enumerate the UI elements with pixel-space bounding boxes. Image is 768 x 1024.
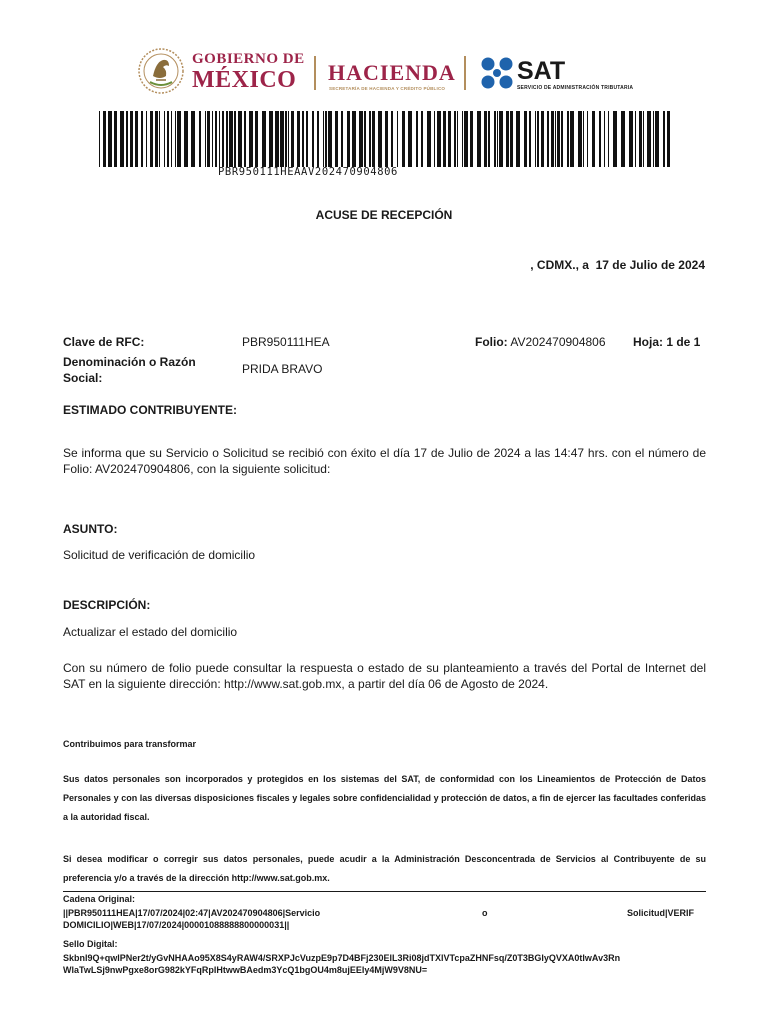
barcode-bar bbox=[103, 111, 106, 167]
barcode-bar bbox=[205, 111, 206, 167]
barcode-bar bbox=[629, 111, 633, 167]
barcode-bar bbox=[599, 111, 601, 167]
barcode-bar bbox=[421, 111, 423, 167]
hacienda-subtitle: SECRETARÍA DE HACIENDA Y CRÉDITO PÚBLICO bbox=[329, 86, 446, 91]
header-divider-2 bbox=[464, 56, 466, 90]
barcode-bar bbox=[184, 111, 188, 167]
barcode-bar bbox=[613, 111, 617, 167]
barcode-bar bbox=[120, 111, 124, 167]
barcode-bar bbox=[391, 111, 393, 167]
barcode-bar bbox=[302, 111, 304, 167]
sat-title: SAT bbox=[517, 57, 566, 85]
barcode-bar bbox=[555, 111, 556, 167]
barcode-bar bbox=[608, 111, 609, 167]
barcode-bar bbox=[229, 111, 233, 167]
barcode-bar bbox=[323, 111, 324, 167]
barcode-bar bbox=[99, 111, 100, 167]
barcode-bar bbox=[643, 111, 644, 167]
barcode-bar bbox=[335, 111, 338, 167]
barcode-bar bbox=[369, 111, 371, 167]
sello-label: Sello Digital: bbox=[63, 939, 118, 949]
barcode-bar bbox=[561, 111, 563, 167]
barcode-bar bbox=[171, 111, 172, 167]
barcode-bar bbox=[529, 111, 531, 167]
barcode-bar bbox=[164, 111, 165, 167]
barcode-bar bbox=[222, 111, 224, 167]
barcode-bar bbox=[587, 111, 588, 167]
barcode-bar bbox=[238, 111, 242, 167]
barcode-bar bbox=[454, 111, 456, 167]
barcode-bar bbox=[328, 111, 332, 167]
asunto-value: Solicitud de verificación de domicilio bbox=[63, 548, 256, 562]
barcode-bar bbox=[288, 111, 289, 167]
cadena-line1-b: o bbox=[482, 908, 488, 918]
barcode-bar bbox=[653, 111, 654, 167]
barcode-bar bbox=[347, 111, 350, 167]
barcode-bar bbox=[510, 111, 513, 167]
barcode-bar bbox=[280, 111, 284, 167]
barcode-bar bbox=[159, 111, 160, 167]
barcode-bar bbox=[592, 111, 595, 167]
barcode-bar bbox=[155, 111, 158, 167]
barcode-bar bbox=[497, 111, 498, 167]
barcode-bar bbox=[219, 111, 220, 167]
place-date: , CDMX., a 17 de Julio de 2024 bbox=[530, 258, 705, 272]
barcode-bar bbox=[262, 111, 266, 167]
cadena-line1-c: Solicitud|VERIF bbox=[626, 908, 694, 918]
barcode-bar bbox=[167, 111, 169, 167]
barcode-bar bbox=[578, 111, 582, 167]
barcode-bar bbox=[317, 111, 319, 167]
privacy-paragraph-2: Si desea modificar o corregir sus datos personales, puede acudir a la Administración Desconcentrada de Servicios al Contribuyente de su preferencia y/o a través de la dirección http://www.sat.gob.mx. bbox=[63, 854, 706, 883]
barcode-bar bbox=[177, 111, 181, 167]
sat-subtitle: SERVICIO DE ADMINISTRACIÓN TRIBUTARIA bbox=[517, 85, 634, 91]
barcode-bar bbox=[275, 111, 279, 167]
barcode-bar bbox=[516, 111, 520, 167]
barcode-bar bbox=[297, 111, 300, 167]
barcode-bar bbox=[470, 111, 473, 167]
barcode-bar bbox=[570, 111, 574, 167]
barcode-bar bbox=[306, 111, 308, 167]
descripcion-value: Actualizar el estado del domicilio bbox=[63, 625, 238, 639]
asunto-label: ASUNTO: bbox=[63, 522, 118, 536]
barcode-bar bbox=[359, 111, 363, 167]
folio-label: Folio: bbox=[475, 335, 508, 349]
gobierno-mexico-logo bbox=[136, 44, 306, 100]
rfc-label: Clave de RFC: bbox=[63, 335, 145, 349]
barcode-bar bbox=[416, 111, 418, 167]
barcode-bar bbox=[462, 111, 463, 167]
barcode-bar bbox=[567, 111, 569, 167]
barcode-bar bbox=[484, 111, 487, 167]
barcode-bar bbox=[427, 111, 431, 167]
intro-paragraph: Se informa que su Servicio o Solicitud se recibió con éxito el día 17 de Julio de 2024 a las 14:47 hrs. con el número de Folio: AV202470904806, con la siguiente solicitud: bbox=[63, 446, 706, 476]
cadena-line1-a: ||PBR950111HEA|17/07/2024|02:47|AV202470904806|Servicio bbox=[63, 908, 321, 918]
barcode-bar bbox=[535, 111, 536, 167]
barcode-bar bbox=[226, 111, 228, 167]
hacienda-title: HACIENDA bbox=[328, 60, 456, 85]
folio-value: AV202470904806 bbox=[510, 335, 606, 349]
footer-divider bbox=[63, 891, 706, 892]
barcode-bar bbox=[135, 111, 138, 167]
barcode-bar bbox=[341, 111, 343, 167]
barcode-bar bbox=[175, 111, 176, 167]
barcode-bar bbox=[402, 111, 405, 167]
barcode-bar bbox=[397, 111, 398, 167]
barcode-text: PBR950111HEAAV202470904806 bbox=[218, 166, 398, 178]
sat-logo bbox=[480, 55, 634, 95]
barcode-bar bbox=[372, 111, 375, 167]
barcode-bar bbox=[269, 111, 273, 167]
barcode-bar bbox=[635, 111, 636, 167]
sello-line1: Skbnl9Q+qwlPNer2t/yGvNHAAo95X8S4yRAW4/SRXPJcVuzpE9p7D4BFj230ElL3Ri08jdTXlVTcpaZHNFsq/Z0T3BGlyQVXA0tlwAv3Rn bbox=[63, 953, 621, 963]
barcode-bar bbox=[464, 111, 468, 167]
barcode-bar bbox=[537, 111, 539, 167]
barcode-bar bbox=[150, 111, 153, 167]
barcode-bar bbox=[663, 111, 665, 167]
barcode-bar bbox=[443, 111, 446, 167]
barcode-bar bbox=[488, 111, 490, 167]
barcode-bar bbox=[352, 111, 356, 167]
barcode-bar bbox=[408, 111, 412, 167]
barcode-bar bbox=[249, 111, 253, 167]
barcode-bar bbox=[255, 111, 258, 167]
rfc-value: PBR950111HEA bbox=[242, 335, 330, 349]
barcode-bar bbox=[312, 111, 314, 167]
gobierno-line2: MÉXICO bbox=[192, 67, 297, 93]
barcode-bar bbox=[583, 111, 584, 167]
document-title: ACUSE DE RECEPCIÓN bbox=[315, 208, 453, 222]
barcode-bar bbox=[325, 111, 327, 167]
barcode-bar bbox=[378, 111, 382, 167]
barcode-bar bbox=[448, 111, 451, 167]
sat-dots-icon bbox=[480, 56, 514, 90]
coat-of-arms-icon bbox=[136, 44, 186, 100]
sello-line2: WlaTwLSj9nwPgxe8orG982kYFqRplHtwwBAedm3YcQ1bgOU4m8ujEEly4MjW9V8NU= bbox=[63, 965, 428, 975]
privacy-paragraph-1: Sus datos personales son incorporados y protegidos en los sistemas del SAT, de conformidad con los Lineamientos de Protección de Datos Personales y con las diversas disposiciones fiscales y legales sobre confidencialidad y protección de datos, a fin de ejercer las facultades conferidas a la autoridad fiscal. bbox=[63, 774, 706, 822]
barcode-bar bbox=[114, 111, 117, 167]
barcode-bar bbox=[141, 111, 143, 167]
barcode-bar bbox=[199, 111, 201, 167]
barcode-bar bbox=[494, 111, 496, 167]
barcode-bar bbox=[244, 111, 246, 167]
razon-value: PRIDA BRAVO bbox=[242, 362, 323, 376]
barcode-bar bbox=[667, 111, 670, 167]
barcode-bar bbox=[385, 111, 388, 167]
barcode-bar bbox=[524, 111, 527, 167]
barcode-bar bbox=[499, 111, 503, 167]
barcode-bar bbox=[557, 111, 560, 167]
slogan: Contribuimos para transformar bbox=[63, 739, 197, 749]
folio-field bbox=[475, 335, 606, 349]
barcode-bar bbox=[541, 111, 544, 167]
cadena-line2: DOMICILIO|WEB|17/07/2024|00001088888800000031|| bbox=[63, 920, 290, 930]
barcode-bar bbox=[146, 111, 147, 167]
barcode-bar bbox=[457, 111, 458, 167]
consulta-paragraph: Con su número de folio puede consultar la respuesta o estado de su planteamiento a través del Portal de Internet del SAT en la siguiente dirección: http://www.sat.gob.mx, a partir del día 06 de Agosto de 2024. bbox=[63, 661, 706, 691]
barcode-bar bbox=[437, 111, 441, 167]
barcode-bar bbox=[130, 111, 133, 167]
barcode-bar bbox=[108, 111, 112, 167]
barcode-bar bbox=[551, 111, 554, 167]
razon-label bbox=[63, 354, 196, 386]
barcode-bar bbox=[126, 111, 128, 167]
barcode-bar bbox=[621, 111, 625, 167]
barcode-bar bbox=[215, 111, 217, 167]
cadena-label: Cadena Original: bbox=[63, 894, 136, 904]
barcode-bar bbox=[506, 111, 509, 167]
barcode-bar bbox=[477, 111, 481, 167]
razon-label-line2: Social: bbox=[63, 371, 103, 385]
barcode-bar bbox=[434, 111, 435, 167]
razon-label-line1: Denominación o Razón bbox=[63, 355, 196, 369]
barcode-bar bbox=[191, 111, 195, 167]
gobierno-line1: GOBIERNO DE bbox=[192, 51, 305, 67]
descripcion-label: DESCRIPCIÓN: bbox=[63, 598, 151, 612]
header-divider bbox=[314, 56, 316, 90]
greeting: ESTIMADO CONTRIBUYENTE: bbox=[63, 403, 237, 417]
barcode-bar bbox=[207, 111, 210, 167]
barcode-bar bbox=[364, 111, 366, 167]
hoja: Hoja: 1 de 1 bbox=[633, 335, 701, 349]
barcode-bar bbox=[647, 111, 651, 167]
barcode-bar bbox=[639, 111, 642, 167]
barcode-bar bbox=[285, 111, 287, 167]
barcode-bar bbox=[212, 111, 213, 167]
barcode-bar bbox=[234, 111, 236, 167]
barcode-bar bbox=[291, 111, 294, 167]
barcode-bar bbox=[604, 111, 605, 167]
hacienda-logo bbox=[328, 56, 458, 96]
barcode-bar bbox=[655, 111, 659, 167]
barcode-bar bbox=[547, 111, 549, 167]
barcode bbox=[99, 111, 671, 167]
